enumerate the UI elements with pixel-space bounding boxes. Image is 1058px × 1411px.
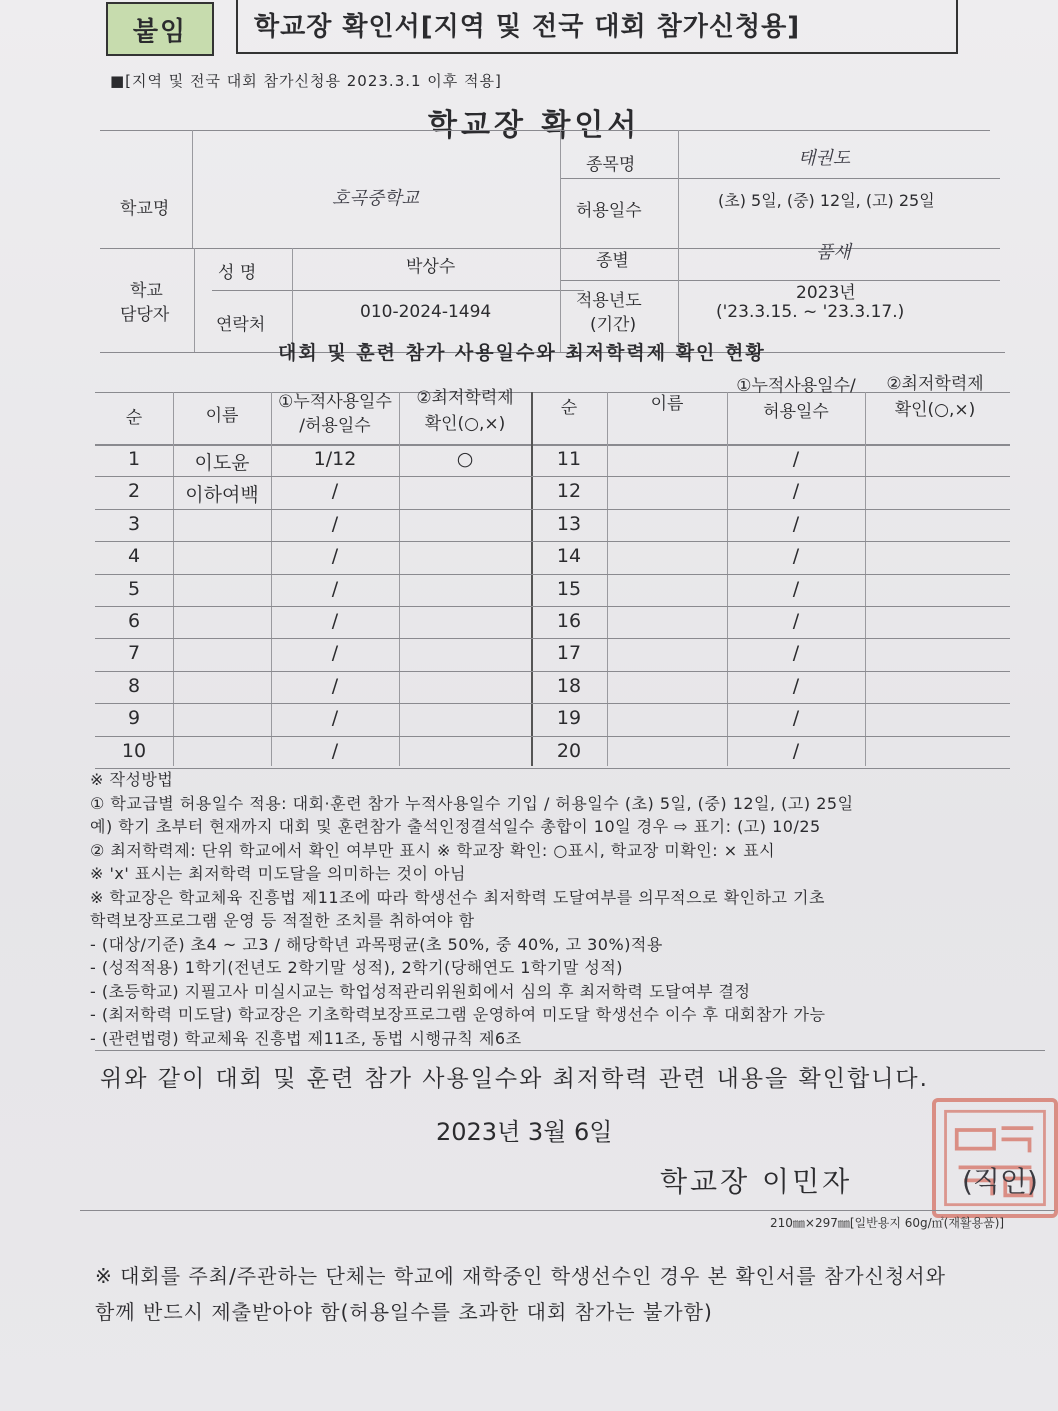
header-check: 확인(○,×): [894, 400, 976, 420]
row-number: 15: [556, 577, 582, 600]
contact-person-label: 학교: [130, 281, 163, 301]
row-rule: [95, 638, 1010, 639]
rule: [80, 1210, 1055, 1211]
row-rule: [95, 541, 1010, 542]
row-number: 7: [127, 642, 141, 665]
row-number: 4: [127, 545, 141, 568]
instruction-line: - (최저학력 미도달) 학교장은 기초학력보장프로그램 운영하여 미도달 학생선수 이수 후 대회참가 가능: [90, 1005, 826, 1024]
issue-date: 2023년 3월 6일: [436, 1118, 613, 1146]
days-used: /: [792, 577, 800, 600]
student-name: 이하여백: [185, 484, 259, 507]
header-days: /허용일수: [299, 416, 371, 436]
footer-line: ※ 대회를 주최/주관하는 단체는 학교에 재학중인 학생선수인 경우 본 확인서를 참가신청서와: [95, 1264, 946, 1288]
header-no: 순: [560, 398, 578, 418]
header-days: 허용일수: [763, 402, 829, 422]
instruction-line: 예) 학기 초부터 현재까지 대회 및 훈련참가 출석인정결석일수 총합이 10일 경우 ⇨ 표기: (고) 10/25: [90, 817, 821, 836]
instruction-line: ※ 'x' 표시는 최저학력 미도달을 의미하는 것이 아님: [90, 864, 466, 883]
seal-label: (직인): [962, 1165, 1038, 1198]
sport-value: 태권도: [798, 148, 851, 169]
attachment-label: 붙임: [106, 2, 214, 56]
row-rule: [95, 671, 1010, 672]
rule: [607, 392, 608, 766]
days-used: /: [331, 707, 339, 730]
row-number: 12: [556, 480, 582, 503]
header-days: ①누적사용일수: [278, 392, 392, 412]
student-name: 이도윤: [194, 452, 250, 474]
instruction-line: ② 최저학력제: 단위 학교에서 확인 여부만 표시 ※ 학교장 확인: ○표시, 학교장 미확인: × 표시: [90, 840, 776, 860]
instruction-line: - (성적적용) 1학기(전년도 2학기말 성적), 2학기(당해연도 1학기말 성적): [90, 958, 624, 977]
info-section: [100, 130, 1010, 352]
instruction-line: ① 학교급별 허용일수 적용: 대회·훈련 참가 누적사용일수 기입 / 허용일수 (초) 5일, (중) 12일, (고) 25일: [90, 793, 854, 813]
contact-person-label: 담당자: [120, 305, 170, 325]
header-check: 확인(○,×): [424, 414, 506, 434]
paper-spec: 210㎜×297㎜[일반용지 60g/㎡(재활용품)]: [770, 1216, 1005, 1230]
row-rule: [95, 703, 1010, 704]
category-label: 종별: [596, 251, 629, 271]
table-title: 대회 및 훈련 참가 사용일수와 최저학력제 확인 현황: [278, 342, 766, 364]
row-number: 6: [127, 610, 141, 632]
category-value: 품새: [816, 242, 851, 263]
header-no: 순: [125, 408, 143, 428]
min-academic-check: ○: [456, 448, 474, 470]
year-value: 2023년: [796, 283, 856, 303]
row-number: 3: [127, 512, 141, 535]
rule: [95, 444, 1010, 446]
header-name: 이름: [205, 406, 239, 426]
rule: [95, 1050, 1045, 1051]
days-used: 1/12: [313, 448, 357, 470]
days-used: /: [792, 707, 800, 730]
days-used: /: [792, 545, 800, 568]
instruction-line: ※ 학교장은 학교체육 진흥법 제11조에 따라 학생선수 최저학력 도달여부를 의무적으로 확인하고 기초: [90, 887, 825, 907]
phone-label: 연락처: [216, 315, 266, 335]
rule: [678, 130, 679, 352]
instruction-line: - (관련법령) 학교체육 진흥법 제11조, 동법 시행규칙 제6조: [90, 1028, 522, 1048]
days-used: /: [331, 739, 339, 762]
sport-label: 종목명: [586, 155, 636, 175]
days-used: /: [331, 577, 339, 600]
confirmation-statement: 위와 같이 대회 및 훈련 참가 사용일수와 최저학력 관련 내용을 확인합니다.: [100, 1066, 929, 1092]
rule: [192, 130, 193, 248]
rule: [194, 248, 195, 352]
row-number: 17: [556, 642, 582, 665]
header-name: 이름: [650, 394, 684, 414]
row-number: 19: [556, 707, 582, 730]
row-number: 14: [556, 545, 582, 568]
rule: [560, 280, 1000, 281]
rule: [100, 130, 990, 131]
phone-value: 010-2024-1494: [360, 302, 492, 322]
rule: [292, 248, 293, 352]
row-rule: [95, 574, 1010, 575]
footer-note: [95, 1258, 946, 1330]
school-value: 호곡중학교: [332, 188, 419, 209]
row-number: 13: [556, 512, 582, 535]
period-value: ('23.3.15. ~ '23.3.17.): [716, 302, 905, 322]
days-used: /: [331, 674, 339, 697]
attachment-title: 학교장 확인서[지역 및 전국 대회 참가신청용]: [236, 0, 958, 54]
allowed-days-value: (초) 5일, (중) 12일, (고) 25일: [718, 191, 935, 210]
row-number: 2: [127, 480, 141, 503]
school-label: 학교명: [120, 199, 170, 219]
days-used: /: [792, 674, 800, 697]
rule: [560, 130, 561, 352]
days-used: /: [792, 480, 800, 503]
row-number: 20: [556, 739, 582, 762]
days-used: /: [792, 739, 800, 762]
principal-signature: 학교장 이민자: [660, 1165, 853, 1198]
days-used: /: [792, 642, 800, 665]
row-number: 5: [127, 577, 141, 600]
row-number: 8: [127, 674, 141, 697]
participation-table: [95, 374, 1015, 768]
row-number: 1: [127, 448, 141, 470]
row-rule: [95, 509, 1010, 510]
days-used: /: [331, 545, 339, 568]
days-used: /: [792, 448, 800, 470]
days-used: /: [331, 642, 339, 665]
row-number: 16: [556, 610, 582, 632]
row-number: 9: [127, 707, 141, 730]
row-rule: [95, 606, 1010, 607]
rule: [100, 248, 1000, 249]
year-label: 적용년도: [576, 291, 642, 311]
instruction-line: - (대상/기준) 초4 ~ 고3 / 해당학년 과목평균(초 50%, 중 40%, 고 30%)적용: [90, 934, 663, 954]
allowed-days-label: 허용일수: [576, 201, 642, 221]
days-used: /: [331, 480, 339, 503]
header-days: ①누적사용일수/: [736, 376, 856, 396]
row-rule: [95, 736, 1010, 737]
instruction-line: 학력보장프로그램 운영 등 적절한 조치를 취하여야 함: [90, 911, 475, 930]
rule: [212, 290, 584, 291]
row-number: 10: [121, 739, 147, 762]
period-label: (기간): [590, 315, 637, 335]
footer-line: 함께 반드시 제출받아야 함(허용일수를 초과한 대회 참가는 불가함): [95, 1300, 713, 1324]
days-used: /: [331, 512, 339, 535]
row-number: 11: [556, 448, 582, 470]
instructions: [90, 768, 1040, 1050]
days-used: /: [331, 610, 339, 632]
instruction-line: ※ 작성방법: [90, 770, 174, 789]
document-title: 학교장 확인서: [428, 108, 641, 143]
days-used: /: [792, 610, 800, 632]
official-seal: [932, 1098, 1058, 1218]
header-check: ②최저학력제: [886, 374, 984, 394]
row-rule: [95, 476, 1010, 477]
rule: [560, 178, 1000, 179]
row-number: 18: [556, 674, 582, 697]
header-check: ②최저학력제: [416, 388, 514, 408]
applies-note: ■[지역 및 전국 대회 참가신청용 2023.3.1 이후 적용]: [110, 72, 502, 90]
name-value: 박상수: [406, 257, 456, 277]
instruction-line: - (초등학교) 지필고사 미실시교는 학업성적관리위원회에서 심의 후 최저학력 도달여부 결정: [90, 981, 751, 1001]
rule: [865, 392, 866, 766]
name-label: 성 명: [218, 263, 257, 283]
days-used: /: [792, 512, 800, 535]
